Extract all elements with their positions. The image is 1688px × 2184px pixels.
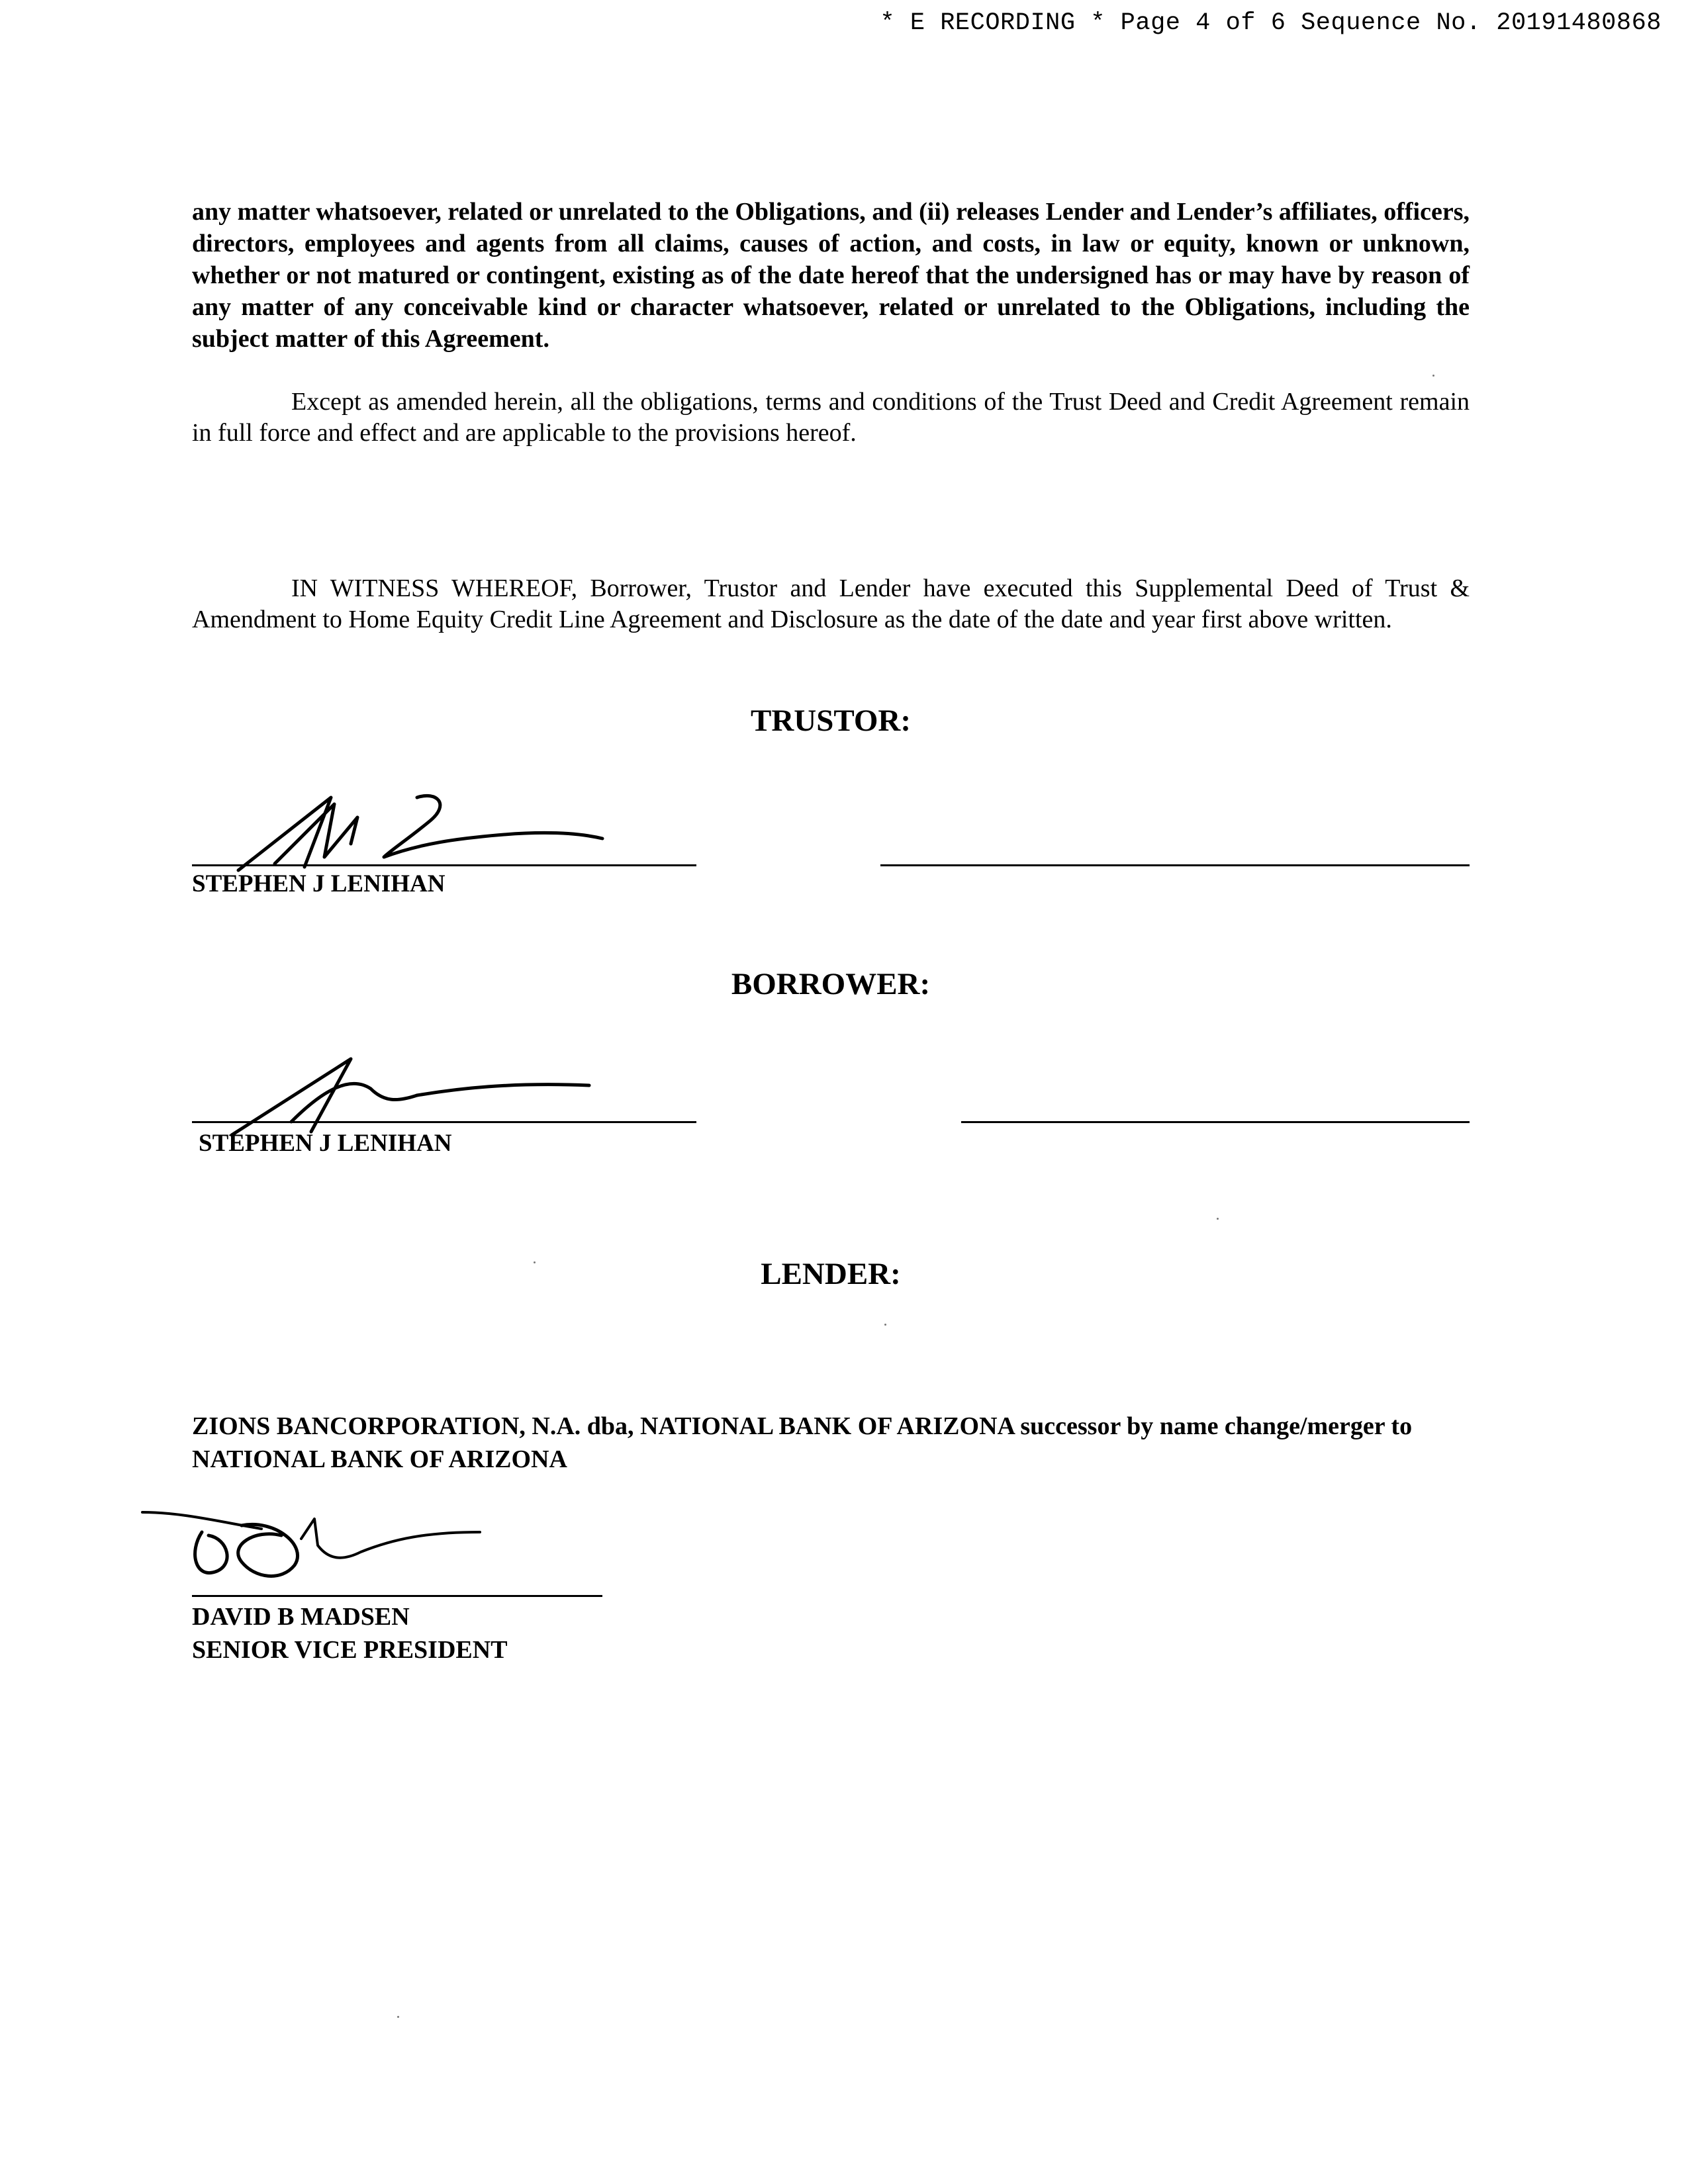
lender-signer-title: SENIOR VICE PRESIDENT bbox=[192, 1636, 508, 1664]
scan-speck bbox=[397, 2016, 399, 2018]
lender-signature bbox=[142, 1499, 500, 1598]
lender-officer-block bbox=[192, 1600, 508, 1666]
scan-speck bbox=[884, 1324, 886, 1326]
borrower-signature bbox=[218, 1049, 616, 1142]
scan-speck bbox=[534, 1261, 536, 1263]
trustor-signature bbox=[225, 784, 622, 877]
borrower-signature-line bbox=[192, 1121, 696, 1123]
trustor-signature-line bbox=[192, 864, 696, 866]
trustor-signer-name: STEPHEN J LENIHAN bbox=[192, 870, 445, 897]
borrower-heading: BORROWER: bbox=[731, 967, 931, 1001]
except-paragraph: Except as amended herein, all the obligations, terms and conditions of the Trust Deed and Credit Agreement remain in full force and effect and are applicable to the provisions hereof. bbox=[192, 388, 1470, 447]
release-paragraph: any matter whatsoever, related or unrelated to the Obligations, and (ii) releases Lender and Lender’s affiliates, officers, directors, employees and agents from all claims, causes of action, and costs, in law or equity, known or unknown, whether or not matured or contingent, existing as of the date hereof that the undersigned has or may have by reason of any matter of any conceivable kind or character whatsoever, related or unrelated to the Obligations, including the subject matter of this Agreement. bbox=[192, 198, 1470, 353]
trustor-heading: TRUSTOR: bbox=[750, 704, 912, 738]
lender-entity-name: ZIONS BANCORPORATION, N.A. dba, NATIONAL BANK OF ARIZONA successor by name change/merger to NATIONAL BANK OF ARIZONA bbox=[192, 1412, 1413, 1473]
recording-stamp: * E RECORDING * Page 4 of 6 Sequence No. 20191480868 bbox=[880, 9, 1662, 37]
trustor-second-signature-line bbox=[880, 864, 1470, 866]
witness-paragraph: IN WITNESS WHEREOF, Borrower, Trustor and Lender have executed this Supplemental Deed of Trust & Amendment to Home Equity Credit Line Agreement and Disclosure as the date of the date and year first above written. bbox=[192, 574, 1470, 633]
scan-speck bbox=[1217, 1218, 1219, 1220]
lender-signer-name: DAVID B MADSEN bbox=[192, 1603, 410, 1631]
lender-heading: LENDER: bbox=[761, 1257, 901, 1291]
borrower-second-signature-line bbox=[961, 1121, 1470, 1123]
lender-signature-line bbox=[192, 1595, 602, 1597]
scan-speck bbox=[1432, 375, 1434, 377]
borrower-signer-name: STEPHEN J LENIHAN bbox=[199, 1130, 452, 1157]
